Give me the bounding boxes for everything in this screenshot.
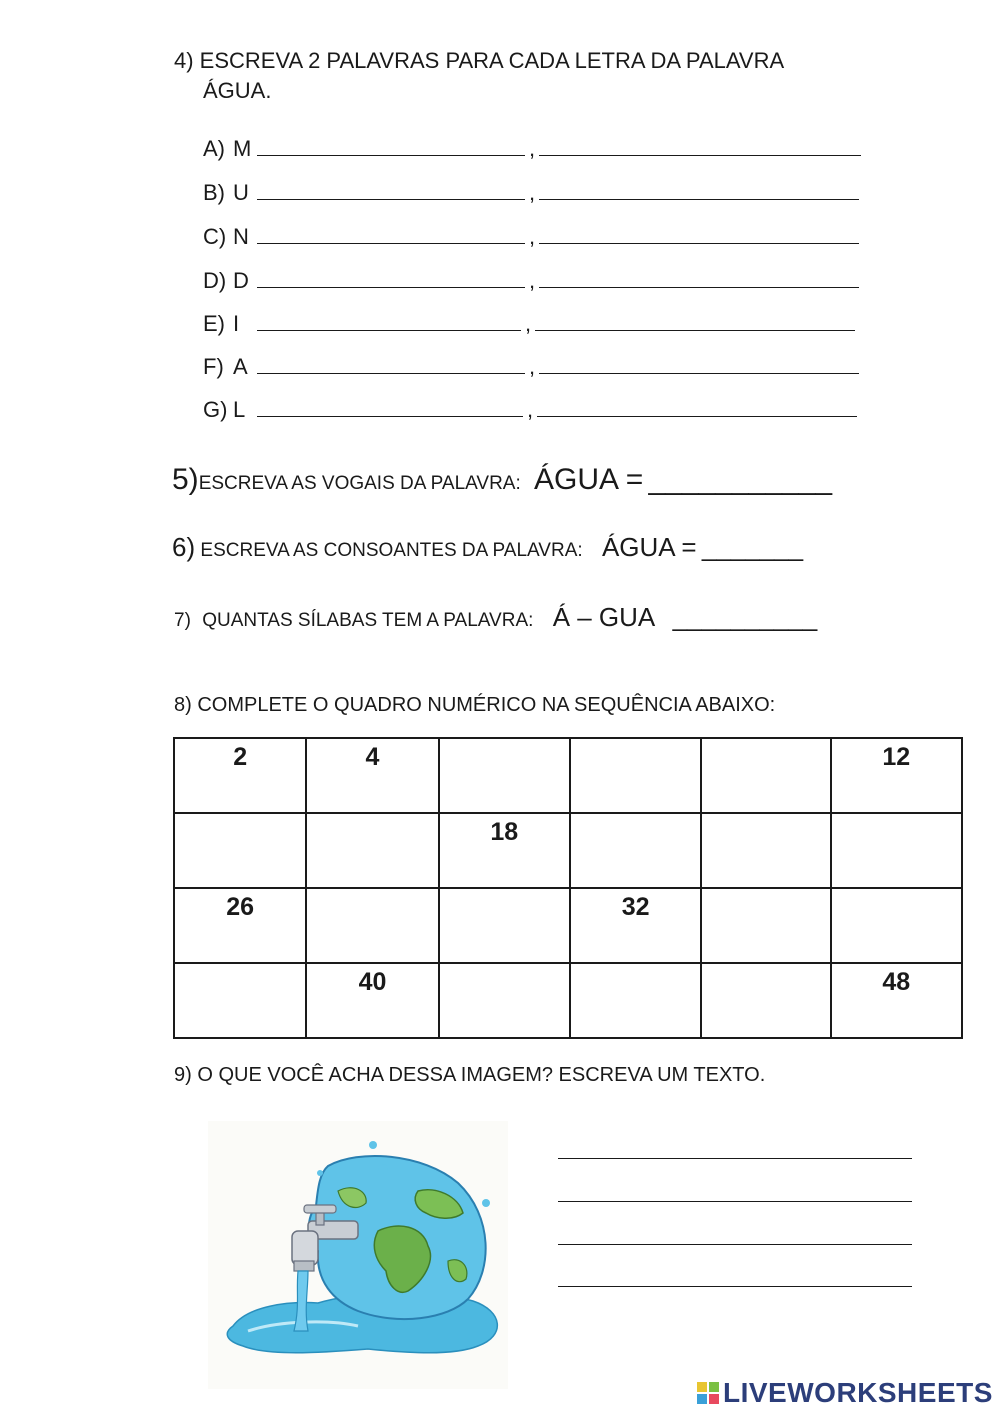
question-6-number: 6) [172,532,196,562]
grid-cell-empty[interactable] [701,738,830,813]
grid-cell: 2 [174,738,306,813]
question-6-word: ÁGUA = [601,532,697,562]
comma: , [528,136,536,161]
question-4-line-2: ÁGUA. [203,78,272,103]
logo-cube [697,1394,707,1404]
comma: , [526,397,534,422]
grid-cell-empty[interactable] [306,888,438,963]
answer-blank-2[interactable] [535,312,855,331]
grid-cell: 4 [306,738,438,813]
brand-name: LIVEWORKSHEETS [723,1377,993,1408]
number-grid [173,737,963,1039]
row-letter: D [233,268,249,293]
row-label: B) [203,180,225,205]
logo-cube [709,1382,719,1392]
grid-cell-empty[interactable] [439,888,570,963]
grid-cell-empty[interactable] [701,813,830,888]
answer-blank-1[interactable] [257,355,525,374]
grid-cell-empty[interactable] [174,813,306,888]
row-letter: N [233,224,249,249]
grid-cell-empty[interactable] [570,813,701,888]
comma: , [528,224,536,249]
question-9: 9) O QUE VOCÊ ACHA DESSA IMAGEM? ESCREVA UM TEXTO. [174,1064,766,1086]
row-letter: M [233,136,252,161]
answer-row-d [203,268,859,294]
answer-blank-1[interactable] [257,181,525,200]
question-7-blank[interactable]: __________ [672,602,818,632]
answer-blank-1[interactable] [257,398,523,417]
comma: , [524,311,532,336]
question-7-text: QUANTAS SÍLABAS TEM A PALAVRA: [202,610,534,631]
grid-cell: 18 [439,813,570,888]
row-label: C) [203,224,227,249]
grid-row-1 [174,738,962,813]
grid-cell: 12 [831,738,962,813]
question-6 [172,532,803,563]
row-label: D) [203,268,227,293]
answer-blank-2[interactable] [539,137,861,156]
logo-cube [697,1382,707,1392]
question-5 [172,463,832,497]
row-letter: U [233,180,249,205]
grid-cell: 26 [174,888,306,963]
grid-row-4 [174,963,962,1038]
question-6-text: ESCREVA AS CONSOANTES DA PALAVRA: [200,540,583,561]
question-6-blank[interactable]: _______ [701,532,804,562]
comma: , [528,354,536,379]
answer-row-a [203,136,861,162]
grid-cell-empty[interactable] [831,888,962,963]
grid-cell-empty[interactable] [174,963,306,1038]
row-label: F) [203,354,224,379]
answer-row-f [203,354,859,380]
answer-blank-1[interactable] [257,137,525,156]
question-5-text: ESCREVA AS VOGAIS DA PALAVRA: [198,473,521,494]
answer-row-g [203,397,857,423]
grid-cell: 48 [831,963,962,1038]
row-label: E) [203,311,225,336]
answer-blank-1[interactable] [257,269,525,288]
grid-cell-empty[interactable] [701,888,830,963]
grid-cell-empty[interactable] [570,963,701,1038]
question-4-heading [174,46,784,106]
question-5-word: ÁGUA = [534,463,644,496]
answer-blank-2[interactable] [539,355,859,374]
comma: , [528,180,536,205]
grid-cell-empty[interactable] [570,738,701,813]
question-7 [174,602,817,633]
grid-cell-empty[interactable] [439,738,570,813]
question-8: 8) COMPLETE O QUADRO NUMÉRICO NA SEQUÊNCIA ABAIXO: [174,694,776,716]
question-7-word: Á – GUA [552,602,656,632]
answer-blank-2[interactable] [537,398,857,417]
grid-row-2 [174,813,962,888]
answer-blank-1[interactable] [257,312,521,331]
logo-cubes-icon [697,1382,719,1404]
question-5-blank[interactable]: ___________ [648,463,833,496]
question-5-number: 5) [172,463,199,496]
answer-row-c [203,224,859,250]
grid-cell-empty[interactable] [831,813,962,888]
grid-cell-empty[interactable] [306,813,438,888]
answer-blank-2[interactable] [539,269,859,288]
row-letter: I [233,311,240,336]
answer-row-e [203,311,855,337]
answer-blank-2[interactable] [539,181,859,200]
answer-row-b [203,180,859,206]
question-4-line-1: 4) ESCREVA 2 PALAVRAS PARA CADA LETRA DA PALAVRA [174,48,785,73]
grid-cell-empty[interactable] [701,963,830,1038]
question-7-number: 7) [174,610,191,631]
grid-cell: 32 [570,888,701,963]
answer-blank-2[interactable] [539,225,859,244]
writing-line-2[interactable] [558,1201,912,1202]
writing-line-4[interactable] [558,1286,912,1287]
row-label: G) [203,397,228,422]
row-label: A) [203,136,225,161]
writing-line-1[interactable] [558,1158,912,1159]
earth-faucet-drawing [208,1121,508,1389]
writing-line-3[interactable] [558,1244,912,1245]
grid-row-3 [174,888,962,963]
row-letter: L [233,397,246,422]
answer-blank-1[interactable] [257,225,525,244]
comma: , [528,268,536,293]
logo-cube [709,1394,719,1404]
liveworksheets-logo [697,1377,993,1409]
grid-cell-empty[interactable] [439,963,570,1038]
row-letter: A [233,354,248,379]
earth-faucet-illustration [208,1121,508,1389]
grid-cell: 40 [306,963,438,1038]
